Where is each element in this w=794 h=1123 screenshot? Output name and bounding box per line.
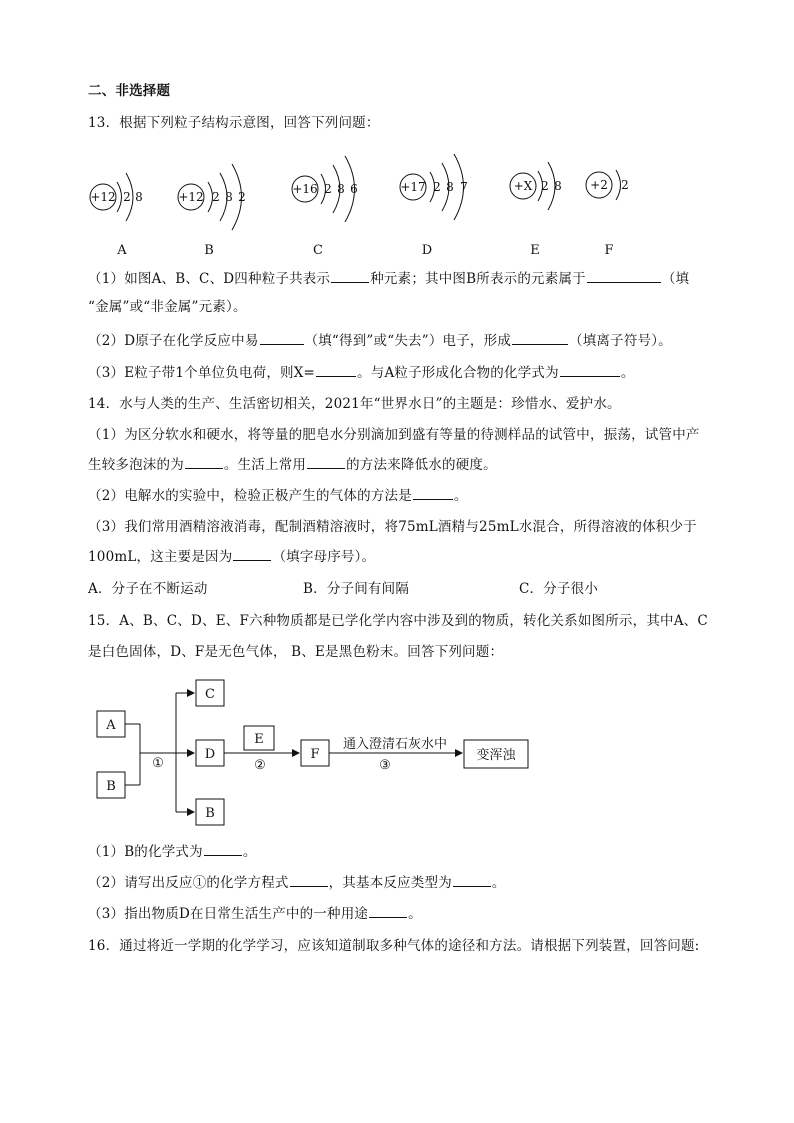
- q14-part1-line1: （1）为区分软水和硬水，将等量的肥皂水分别滴加到盛有等量的待测样品的试管中，振荡，试管中产: [88, 427, 700, 443]
- answer-blank[interactable]: [453, 874, 491, 887]
- step-3-label: ③: [379, 758, 391, 773]
- particle-label-a: A: [117, 243, 127, 258]
- answer-blank[interactable]: [587, 270, 661, 283]
- q14-option-a: A．分子在不断运动: [88, 581, 208, 597]
- q15-part2: （2）请写出反应①的化学方程式 ，其基本反应类型为 。: [88, 875, 506, 891]
- q14-part1-line2: 生较多泡沫的为 。生活上常用 的方法来降低水的硬度。: [88, 457, 497, 473]
- box-e-label: E: [254, 732, 264, 747]
- answer-blank[interactable]: [204, 843, 242, 856]
- answer-blank[interactable]: [331, 270, 369, 283]
- box-c-label: C: [205, 687, 215, 702]
- particle-a-shell-1: 2: [123, 190, 131, 204]
- particle-f-nucleus: +2: [590, 178, 608, 192]
- q14-option-b: B．分子间有间隔: [303, 581, 410, 597]
- arrow-text: 通入澄清石灰水中: [342, 737, 448, 752]
- particle-b-shell-1: 2: [212, 190, 220, 204]
- particle-label-e: E: [530, 243, 540, 258]
- box-d-label: D: [204, 747, 216, 762]
- q13-part1-line2: “金属”或“非金属”元素）。: [88, 299, 247, 315]
- section-title: 二、非选择题: [88, 83, 171, 99]
- particle-d-shell-3: 7: [460, 180, 468, 194]
- particle-b-shell-3: 2: [238, 190, 246, 204]
- answer-blank[interactable]: [260, 332, 304, 345]
- particle-e-shell-1: 2: [541, 179, 549, 193]
- particle-d-shell-2: 8: [446, 180, 454, 194]
- q13-part3: （3）E粒子带1个单位负电荷，则X= 。与A粒子形成化合物的化学式为 。: [88, 365, 635, 381]
- answer-blank[interactable]: [369, 905, 407, 918]
- particle-label-c: C: [313, 243, 323, 258]
- q13-part1-line1: （1）如图A、B、C、D四种粒子共表示 种元素；其中图B所表示的元素属于 （填: [88, 271, 690, 287]
- q14-part3-line1: （3）我们常用酒精溶液消毒，配制酒精溶液时，将75mL酒精与25mL水混合，所得溶液的体积少于: [88, 519, 697, 535]
- q13-stem: 13．根据下列粒子结构示意图，回答下列问题：: [88, 115, 380, 131]
- q13-part2: （2）D原子在化学反应中易 （填“得到”或“失去”）电子，形成 （填离子符号）。: [88, 333, 672, 349]
- answer-blank[interactable]: [413, 487, 453, 500]
- step-1-label: ①: [152, 756, 164, 771]
- answer-blank[interactable]: [560, 364, 620, 377]
- particle-c-shell-2: 8: [337, 182, 345, 196]
- particle-b-nucleus: +12: [178, 190, 204, 204]
- q14-stem: 14．水与人类的生产、生活密切相关，2021年“世界水日”的主题是：珍惜水、爱护水。: [88, 396, 621, 412]
- q15-stem-line2: 是白色固体，D、F是无色气体， B、E是黑色粉末。回答下列问题：: [88, 644, 504, 660]
- particle-a-nucleus: +12: [90, 190, 116, 204]
- particle-c-shell-3: 6: [350, 182, 358, 196]
- particle-label-f: F: [604, 243, 614, 258]
- particle-c-shell-1: 2: [324, 182, 332, 196]
- answer-blank[interactable]: [233, 548, 271, 561]
- result-label: 变浑浊: [476, 748, 516, 763]
- q14-part2: （2）电解水的实验中，检验正极产生的气体的方法是 。: [88, 488, 468, 504]
- answer-blank[interactable]: [290, 874, 328, 887]
- particle-label-d: D: [421, 243, 433, 258]
- particle-c-nucleus: +16: [292, 182, 318, 196]
- conversion-diagram: [90, 672, 550, 837]
- particle-d-nucleus: +17: [400, 180, 426, 194]
- answer-blank[interactable]: [512, 332, 568, 345]
- q14-option-c: C．分子很小: [519, 581, 599, 597]
- q16-stem: 16．通过将近一学期的化学学习，应该知道制取多种气体的途径和方法。请根据下列装置，回答问题:: [88, 938, 700, 954]
- particle-f-shell-1: 2: [621, 178, 629, 192]
- particle-a-shell-2: 8: [135, 190, 143, 204]
- answer-blank[interactable]: [316, 364, 356, 377]
- particle-e-shell-2: 8: [554, 179, 562, 193]
- step-2-label: ②: [254, 758, 266, 773]
- answer-blank[interactable]: [307, 456, 345, 469]
- q15-part3: （3）指出物质D在日常生活生产中的一种用途 。: [88, 906, 422, 922]
- box-a-label: A: [106, 718, 116, 733]
- particle-label-b: B: [204, 243, 214, 258]
- answer-blank[interactable]: [185, 456, 223, 469]
- q15-part1: （1）B的化学式为 。: [88, 844, 257, 860]
- particle-b-shell-2: 8: [225, 190, 233, 204]
- particle-d-shell-1: 2: [433, 180, 441, 194]
- q14-part3-line2: 100mL，这主要是因为 （填字母序号）。: [88, 549, 376, 565]
- q15-stem-line1: 15．A、B、C、D、E、F六种物质都是已学化学内容中涉及到的物质，转化关系如图所示，其中A、C: [88, 613, 708, 629]
- particle-structure-diagrams: [80, 140, 680, 265]
- box-f-label: F: [310, 747, 320, 762]
- box-b-label: B: [106, 779, 116, 794]
- box-b2-label: B: [205, 806, 215, 821]
- particle-e-nucleus: +X: [513, 179, 533, 193]
